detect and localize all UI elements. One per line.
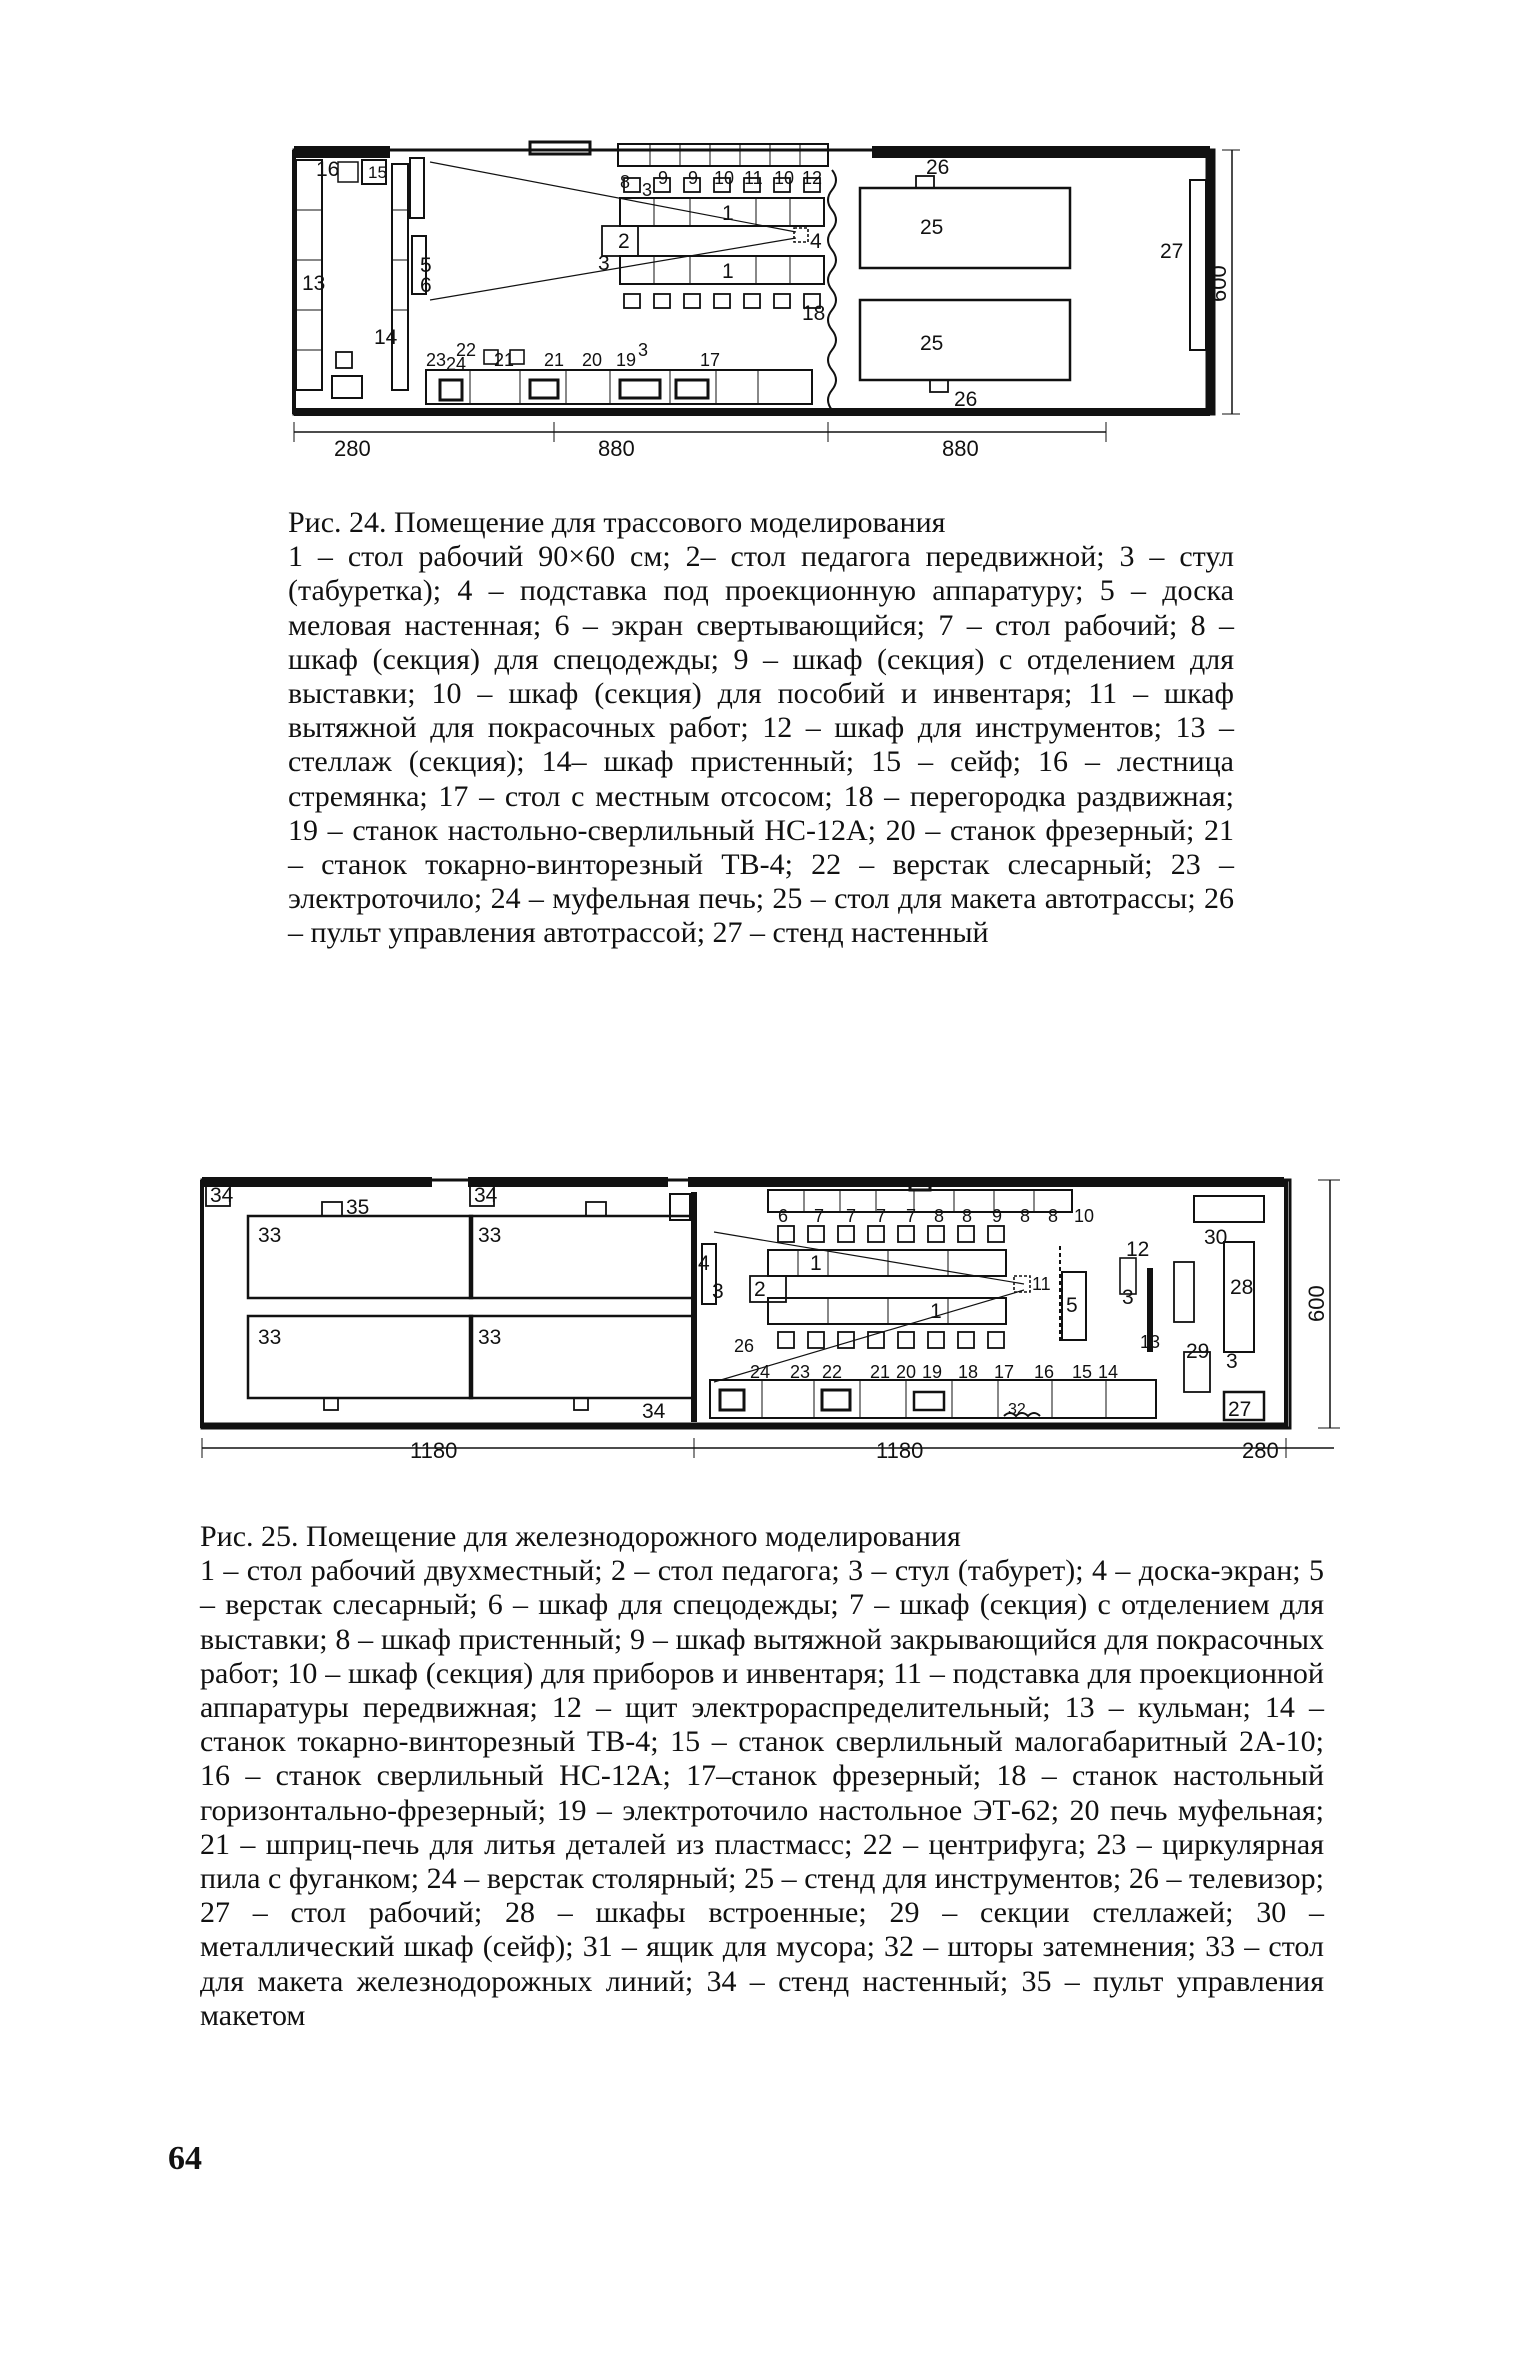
label-1: 1 [722,202,734,225]
label-3: 3 [638,340,649,360]
label-15: 15 [368,163,387,182]
chairs-row-bottom [778,1332,1004,1348]
control-panel-26-bottom [930,380,948,392]
label-9: 9 [992,1206,1003,1226]
label-34: 34 [642,1400,666,1423]
label-33: 33 [478,1224,502,1247]
label-19: 19 [616,350,637,370]
label-24: 24 [750,1362,771,1382]
railway-table-33 [248,1216,472,1298]
figure-25-caption [200,1520,1324,2033]
label-10: 10 [714,168,735,188]
label-12: 12 [802,168,823,188]
projection-cone [430,162,796,300]
figure-24-svg [280,140,1240,480]
label-11: 11 [1032,1274,1051,1294]
label-25: 25 [920,216,944,239]
label-33: 33 [478,1326,502,1349]
label-2: 2 [754,1278,766,1301]
label-1: 1 [810,1252,822,1275]
label-29: 29 [1186,1340,1210,1363]
label-27: 27 [1228,1398,1252,1421]
label-16: 16 [1034,1362,1055,1382]
label-13: 13 [1140,1332,1161,1352]
label-3: 3 [712,1280,724,1303]
page-number: 64 [168,2140,202,2177]
chairs-row-top [778,1226,1004,1242]
sliding-partition-18 [828,170,836,410]
figure-24-caption-title: Рис. 24. Помещение для трассового моделирования [288,506,946,539]
label-11: 11 [744,168,763,188]
label-35: 35 [346,1196,370,1219]
safe-30 [1194,1196,1264,1222]
label-3: 3 [642,180,653,200]
railway-table-33 [470,1216,694,1298]
label-18: 18 [802,302,826,325]
track-table-25-top [860,188,1070,268]
chairs-row-bottom [624,294,820,308]
label-33: 33 [258,1224,282,1247]
dimension-280: 280 [1242,1438,1279,1463]
dimension-1180: 1180 [876,1438,924,1463]
label-14: 14 [374,326,398,349]
label-3: 3 [1122,1286,1134,1309]
worktable-7 [332,376,362,398]
label-7: 7 [906,1206,917,1226]
label-8: 8 [1048,1206,1059,1226]
label-20: 20 [896,1362,917,1382]
control-panel-35 [322,1202,342,1216]
figure-24-caption [288,506,1234,951]
label-30: 30 [1204,1226,1228,1249]
label-2: 2 [618,230,630,253]
worktable-1-top [768,1250,1006,1276]
label-17: 17 [994,1362,1015,1382]
label-18: 18 [958,1362,979,1382]
label-10: 10 [774,168,795,188]
label-3: 3 [1226,1350,1238,1373]
label-5: 5 [420,254,432,277]
railway-table-33 [470,1316,694,1398]
label-21: 21 [870,1362,891,1382]
dimension-880: 880 [598,436,635,461]
label-1: 1 [722,260,734,283]
label-7: 7 [846,1206,857,1226]
label-13: 13 [302,272,326,295]
label-7: 7 [876,1206,887,1226]
figure-25-floor-plan [194,1172,1344,1482]
figure-25-caption-legend: 1 – стол рабочий двухместный; 2 – стол педагога; 3 – стул (табурет); 4 – доска-экран; 5 – верстак слесарный; 6 – шкаф для спецодежды; 7 – шкаф (секция) с отделением для выставки; 8 – шкаф пристенный; 9 – шкаф вытяжной закрывающийся для покрасочных работ; 10 – шкаф (секция) для приборов и инвентаря; 11 – подставка для проекционной аппаратуры передвижная; 12 – щит электрораспределительный; 13 – кульман; 14 – станок токарно-винторезный ТВ-4; 15 – станок сверлильный малогабаритный 2А-10; 16 – станок сверлильный НС-12А; 17–станок фрезерный; 18 – станок настольный горизонтально-фрезерный; 19 – электроточило настольное ЭТ-62; 20 печь муфельная; 21 – шприц-печь для литья деталей из пластмасс; 22 – центрифуга; 23 – циркулярная пила с фуганком; 24 – верстак столярный; 25 – стенд для инструментов; 26 – телевизор; 27 – стол рабочий; 28 – шкафы встроенные; 29 – секции стеллажей; 30 – металлический шкаф (сейф); 31 – ящик для мусора; 32 – шторы затемнения; 33 – стол для макета железнодорожных линий; 34 – стенд настенный; 35 – пульт управления макетом [200,1554,1324,2032]
label-10: 10 [1074,1206,1095,1226]
dimension-280: 280 [334,436,371,461]
label-15: 15 [1072,1362,1093,1382]
label-26: 26 [734,1336,755,1356]
label-7: 7 [814,1206,825,1226]
label-5: 5 [1066,1294,1078,1317]
label-22: 22 [822,1362,843,1382]
label-8: 8 [620,172,631,192]
railway-table-33 [248,1316,472,1398]
label-22: 22 [456,340,477,360]
figure-25-caption-title: Рис. 25. Помещение для железнодорожного моделирования [200,1520,961,1553]
wall-cabinet-14 [392,164,408,390]
label-9: 9 [688,168,699,188]
label-23: 23 [426,350,447,370]
label-28: 28 [1230,1276,1254,1299]
figure-24-caption-legend: 1 – стол рабочий 90×60 см; 2– стол педагога передвижной; 3 – стул (табуретка); 4 – подставка под проекционную аппаратуру; 5 – доска меловая настенная; 6 – экран свертывающийся; 7 – стол рабочий; 8 – шкаф (секция) для спецодежды; 9 – шкаф (секция) с отделением для выставки; 10 – шкаф (секция) для пособий и инвентаря; 11 – шкаф вытяжной для покрасочных работ; 12 – шкаф для инструментов; 13 – стеллаж (секция); 14– шкаф пристенный; 15 – сейф; 16 – лестница стремянка; 17 – стол с местным отсосом; 18 – перегородка раздвижная; 19 – станок настольно-сверлильный НС-12А; 20 – станок фрезерный; 21 – станок токарно-винторезный ТВ-4; 22 – верстак слесарный; 23 – электроточило; 24 – муфельная печь; 25 – стол для макета автотрассы; 26 – пульт управления автотрассой; 27 – стенд настенный [288,540,1234,950]
label-8: 8 [962,1206,973,1226]
machines-row [710,1380,1156,1418]
wall-stand-27 [1190,180,1206,350]
room-outline [294,150,1214,414]
label-34: 34 [474,1184,498,1207]
projector-stand-4 [794,228,808,242]
label-25: 25 [920,332,944,355]
label-3: 3 [598,252,610,275]
label-8: 8 [1020,1206,1031,1226]
figure-24-floor-plan [280,140,1240,480]
label-24: 24 [446,354,467,374]
label-17: 17 [700,350,721,370]
label-16: 16 [316,158,340,181]
label-6: 6 [778,1206,789,1226]
label-4: 4 [698,1252,710,1275]
label-33: 33 [258,1326,282,1349]
label-14: 14 [1098,1362,1119,1382]
label-9: 9 [658,168,669,188]
label-4: 4 [810,230,822,253]
label-27: 27 [1160,240,1184,263]
label-26: 26 [926,156,950,179]
label-32: 32 [1008,1401,1026,1418]
label-6: 6 [420,274,432,297]
track-table-25-bottom [860,300,1070,380]
figure-25-svg [194,1172,1344,1482]
dimension-600: 600 [1206,265,1231,302]
chalkboard-5 [410,158,424,218]
label-21: 21 [494,350,515,370]
projection-cone [714,1232,1024,1382]
label-1: 1 [930,1300,942,1323]
label-8: 8 [934,1206,945,1226]
dimension-600: 600 [1304,1285,1329,1322]
label-20: 20 [582,350,603,370]
worktable-1-bottom [768,1298,1006,1324]
label-34: 34 [210,1184,234,1207]
label-26: 26 [954,388,978,411]
label-21: 21 [544,350,565,370]
label-23: 23 [790,1362,811,1382]
dimension-880: 880 [942,436,979,461]
label-12: 12 [1126,1238,1150,1261]
dimension-1180: 1180 [410,1438,458,1463]
label-19: 19 [922,1362,943,1382]
